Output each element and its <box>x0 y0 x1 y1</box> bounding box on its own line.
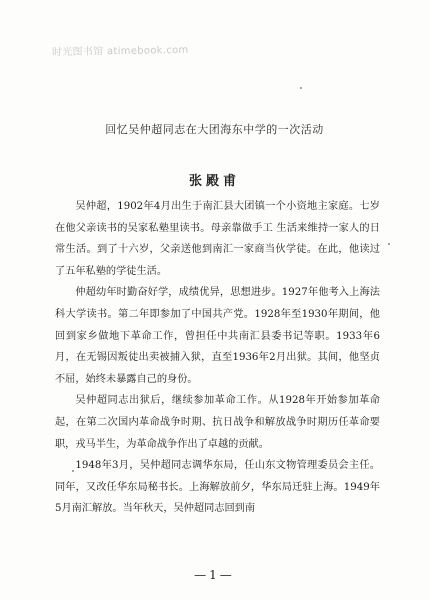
body-text <box>55 196 380 520</box>
document-title: 回忆吴仲超同志在大团海东中学的一次活动 <box>105 123 324 136</box>
author-name: 张殿甫 <box>188 174 240 189</box>
page-number: —1— <box>194 568 235 582</box>
speck <box>388 243 390 245</box>
speck <box>300 87 302 89</box>
paragraph-1: 吴仲超，1902年4月出生于南汇县大团镇一个小资地主家庭。七岁在他父亲读书的吴家私塾里读书。母亲靠做手工 生活来维持一家人的日常生活。到了十六岁，父亲送他到南汇一家商当伙学徒。在此，他读过了五年私塾的学徒生活。 <box>55 201 380 277</box>
paragraph-2: 仲超幼年时勤奋好学，成绩优异，思想进步。1927年他考入上海法科大学读书。第二年即参加了中国共产党。1928年至1930年期间，他回到家乡做地下革命工作，曾担任中共南汇县委书记等职。1933年6月，在无锡因叛徒出卖被捕入狱，直至1936年2月出狱。其间，他坚贞不屈，始终未暴露自己的身份。 <box>55 287 380 385</box>
watermark: 时光图书馆 atimebook.com <box>51 44 189 59</box>
speck <box>72 470 74 472</box>
paragraph-4: 1948年3月，吴仲超同志调华东局，任山东文物管理委员会主任。同年，又改任华东局秘书长。上海解放前夕，华东局迁驻上海。1949年5月南汇解放。当年秋天，吴仲超同志回到南 <box>55 460 380 515</box>
paragraph-3: 吴仲超同志出狱后，继续参加革命工作。从1928年开始参加革命起，在第二次国内革命战争时期、抗日战争和解放战争时期历任革命要职，戎马半生，为革命战争作出了卓越的贡献。 <box>55 395 380 450</box>
